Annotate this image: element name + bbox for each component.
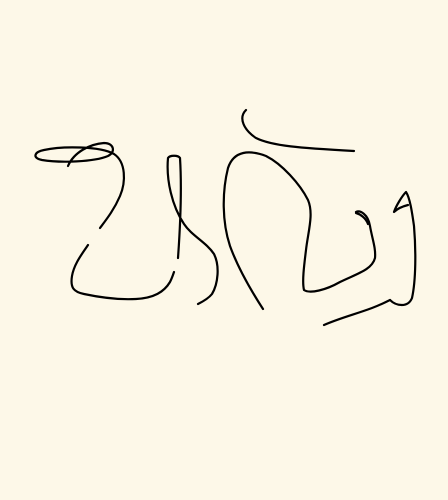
ink-stroke-2	[72, 245, 175, 299]
ink-stroke-5	[242, 110, 354, 151]
ink-stroke-7	[324, 300, 390, 325]
ink-stroke-1	[35, 143, 124, 228]
ink-stroke-6	[390, 192, 415, 305]
ink-stroke-3	[168, 156, 218, 304]
ink-stroke-4	[224, 152, 375, 309]
